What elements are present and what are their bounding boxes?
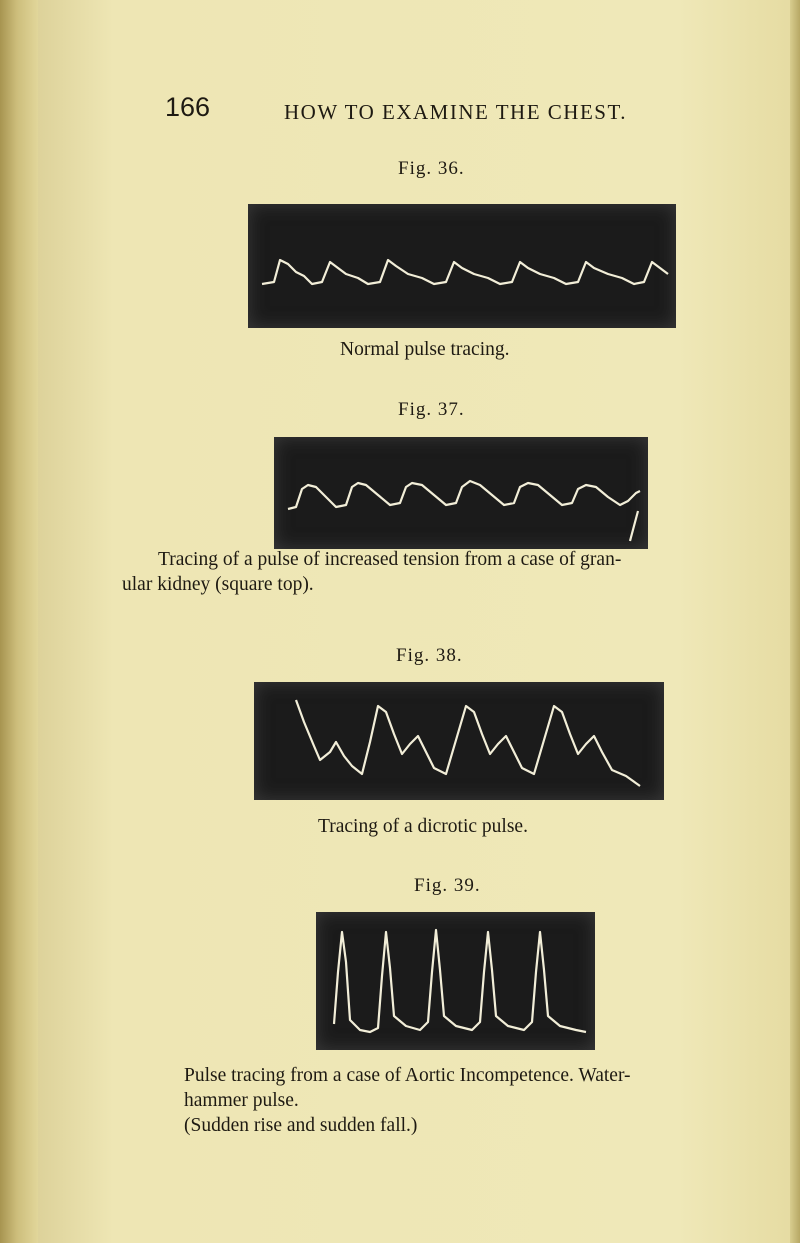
figure-label-38: Fig. 38. bbox=[396, 645, 463, 666]
caption-line: Tracing of a dicrotic pulse. bbox=[318, 816, 528, 837]
running-head: HOW TO EXAMINE THE CHEST. bbox=[284, 100, 627, 124]
figure-caption-38 bbox=[318, 814, 528, 839]
normal-pulse-tracing-icon bbox=[248, 204, 676, 328]
caption-line: ular kidney (square top). bbox=[122, 574, 314, 595]
increased-tension-pulse-tracing-icon bbox=[274, 437, 648, 549]
page-number: 166 bbox=[165, 92, 211, 122]
figure-caption-36 bbox=[340, 337, 510, 362]
caption-line: hammer pulse. bbox=[184, 1090, 299, 1111]
water-hammer-pulse-tracing-icon bbox=[316, 912, 595, 1050]
dicrotic-pulse-tracing-icon bbox=[254, 682, 664, 800]
book-page bbox=[38, 0, 790, 1243]
figure-caption-39 bbox=[184, 1063, 784, 1138]
caption-line: Normal pulse tracing. bbox=[340, 339, 510, 360]
caption-line: (Sudden rise and sudden fall.) bbox=[184, 1115, 418, 1136]
figure-label-39: Fig. 39. bbox=[414, 875, 481, 896]
caption-line: Tracing of a pulse of increased tension from a case of gran- bbox=[158, 549, 622, 570]
figure-label-37: Fig. 37. bbox=[398, 399, 465, 420]
page-header bbox=[0, 92, 800, 132]
book-binding bbox=[0, 0, 38, 1243]
figure-caption-37 bbox=[122, 547, 762, 597]
page-edge bbox=[790, 0, 800, 1243]
figure-label-36: Fig. 36. bbox=[398, 158, 465, 179]
caption-line: Pulse tracing from a case of Aortic Incompetence. Water- bbox=[184, 1065, 631, 1086]
